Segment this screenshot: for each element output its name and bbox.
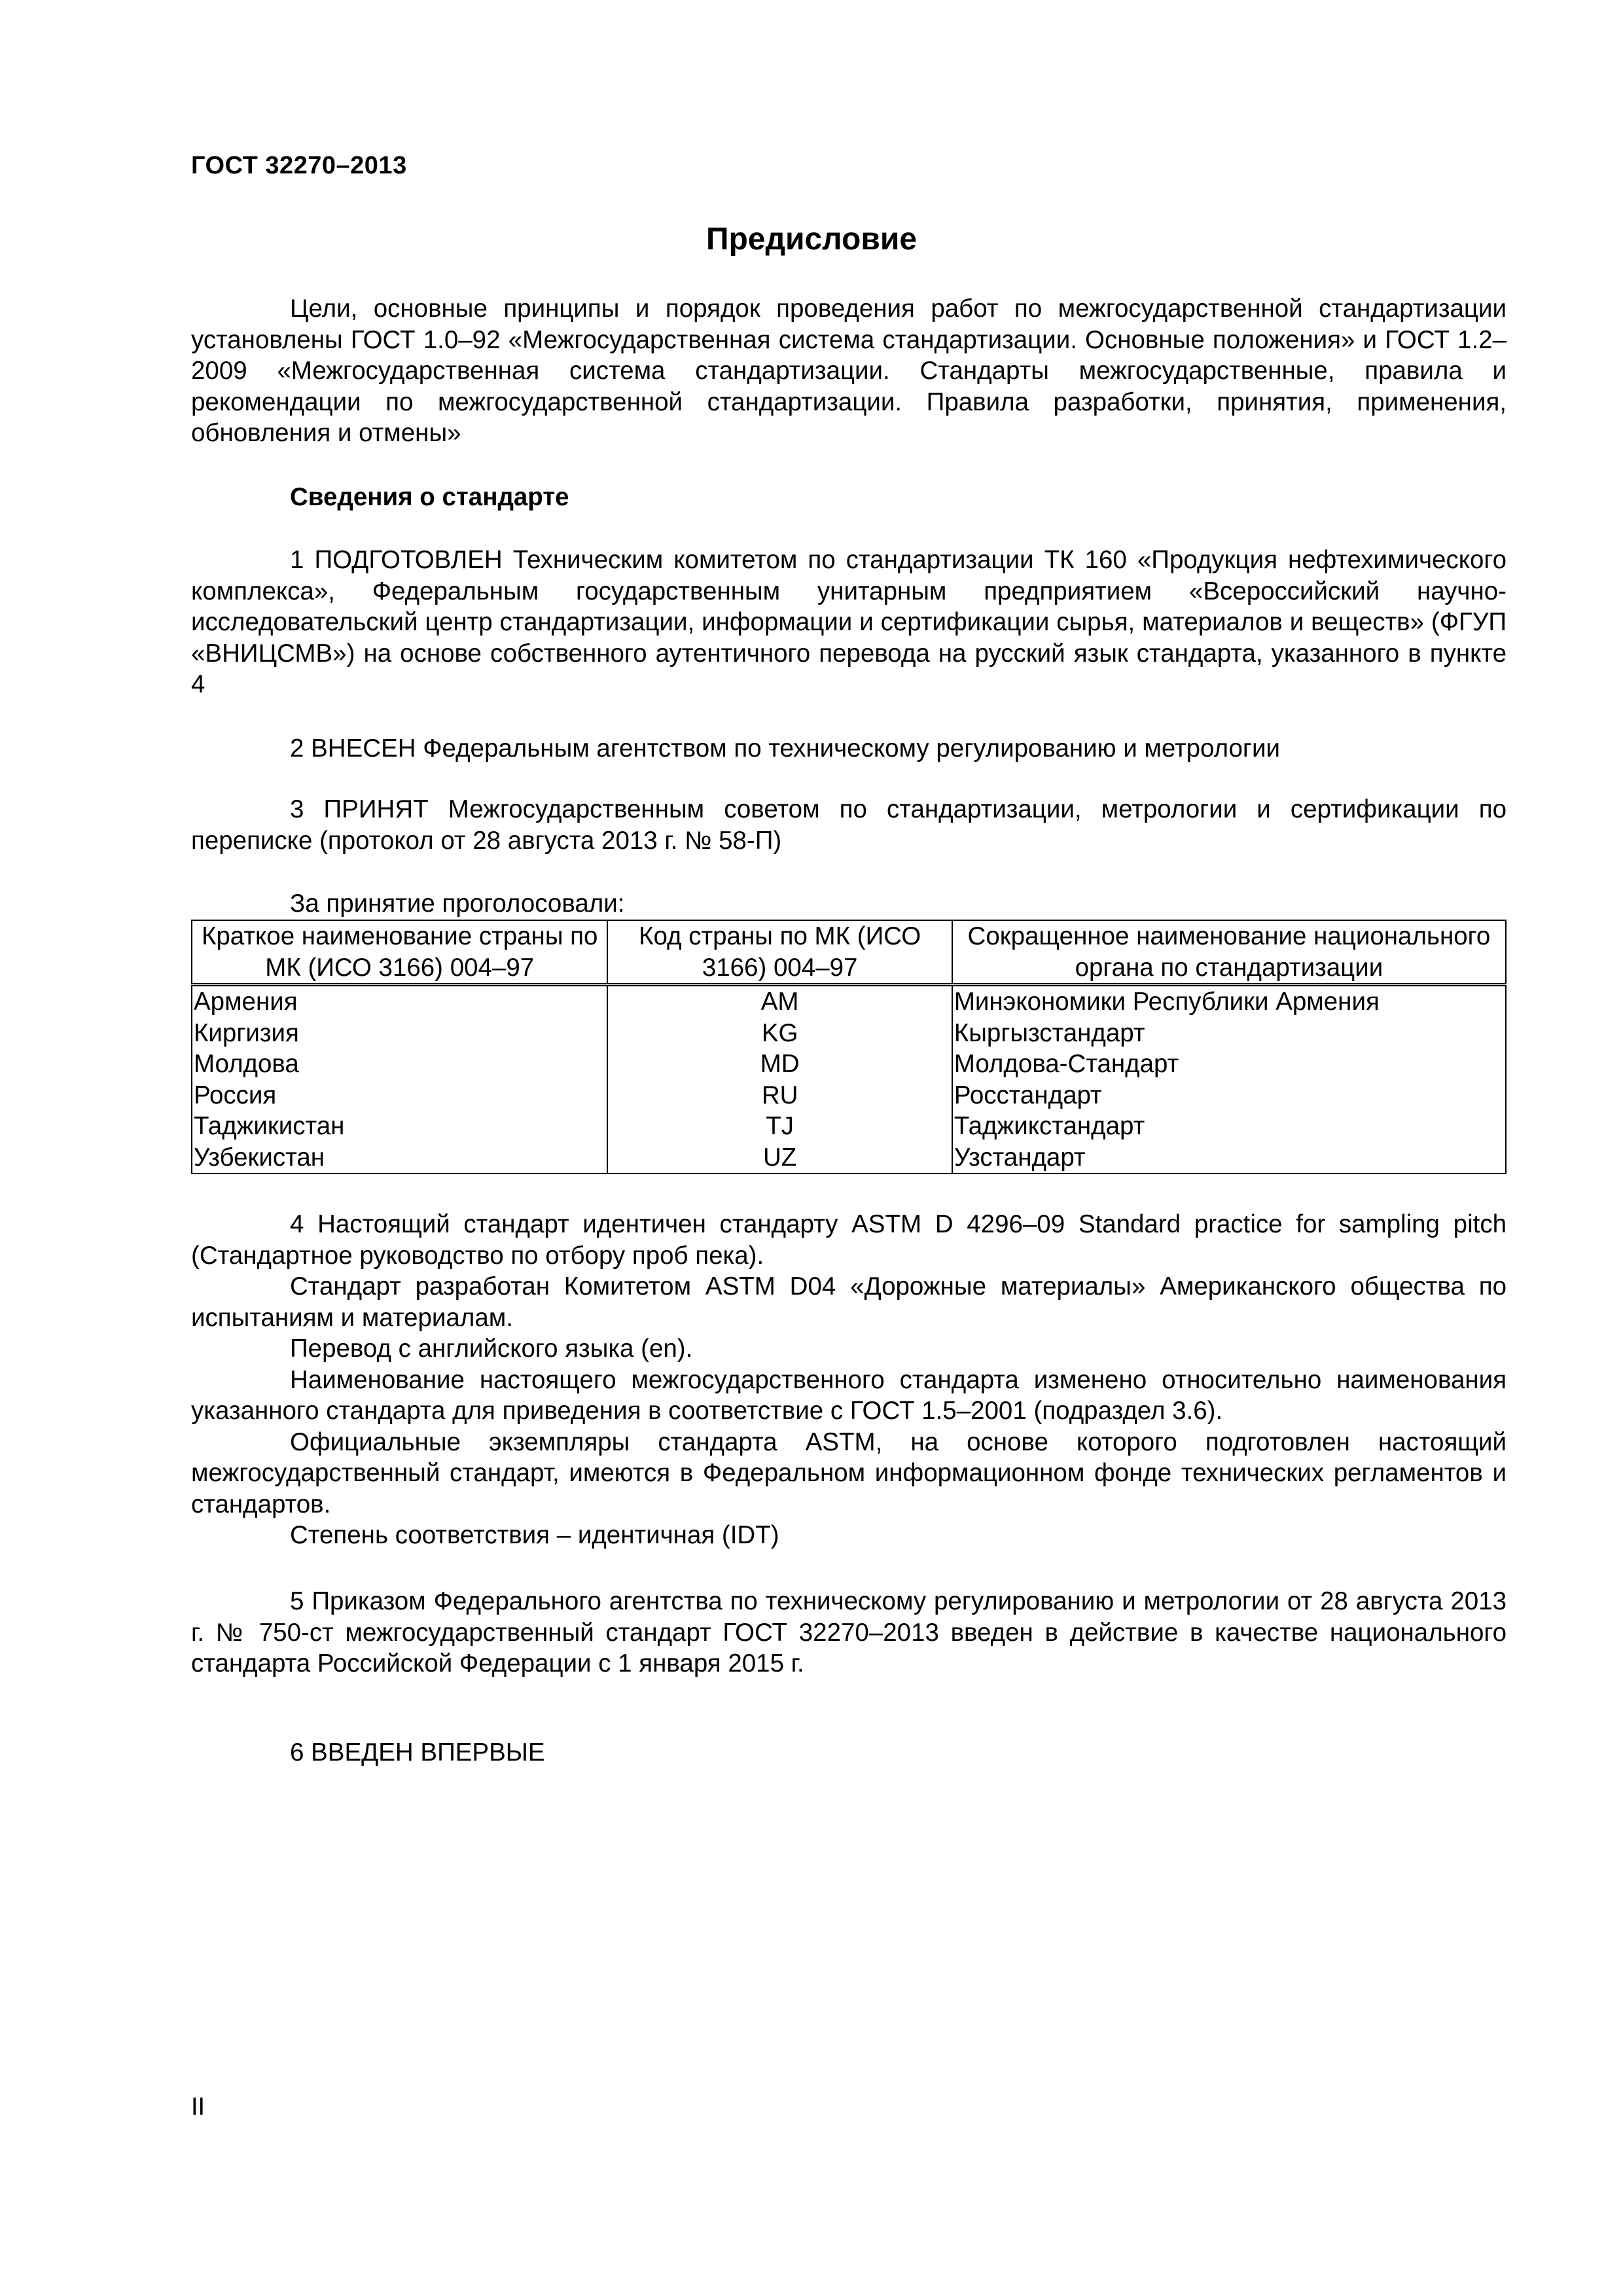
item-5-text: 5 Приказом Федерального агентства по техническому регулированию и метрологии от 28 августа 2013 г. № 750-ст межгосударственный стандарт ГОСТ 32270–2013 введен в действие в качестве национального стандарта Российской Федерации с 1 января 2015 г.	[191, 1587, 1507, 1677]
cell-country: Россия	[192, 1080, 607, 1111]
cell-country: Киргизия	[192, 1018, 607, 1049]
cell-code: MD	[607, 1049, 952, 1080]
header-body: Сокращенное наименование национального органа по стандартизации	[952, 920, 1506, 985]
table-row	[192, 1080, 1506, 1111]
cell-country: Узбекистан	[192, 1142, 607, 1174]
item-4-text: Официальные экземпляры стандарта ASTM, на основе которого подготовлен настоящий межгосударственный стандарт, имеются в Федеральном информационном фонде технических регламентов и стандартов.	[191, 1427, 1507, 1518]
item-6-text: 6 ВВЕДЕН ВПЕРВЫЕ	[290, 1738, 545, 1767]
item-4-text: Степень соответствия – идентичная (IDT)	[290, 1521, 779, 1549]
table-row	[192, 1111, 1506, 1142]
cell-body: Узстандарт	[952, 1142, 1506, 1174]
item-4-text: Стандарт разработан Комитетом ASTM D04 «Дорожные материалы» Американского общества по испытаниям и материалам.	[191, 1272, 1507, 1332]
cell-body: Кыргызстандарт	[952, 1018, 1506, 1049]
item-2-text: 2 ВНЕСЕН Федеральным агентством по техническому регулированию и метрологии	[290, 734, 1280, 762]
cell-country: Таджикистан	[192, 1111, 607, 1142]
cell-code: KG	[607, 1018, 952, 1049]
info-heading: Сведения о стандарте	[290, 483, 569, 511]
vote-label: За принятие проголосовали:	[290, 889, 625, 918]
cell-body: Таджикстандарт	[952, 1111, 1506, 1142]
cell-country: Молдова	[192, 1049, 607, 1080]
item-4-text: Наименование настоящего межгосударственного стандарта изменено относительно наименования указанного стандарта для приведения в соответствие с ГОСТ 1.5–2001 (подраздел 3.6).	[191, 1365, 1507, 1425]
cell-code: RU	[607, 1080, 952, 1111]
intro-paragraph	[191, 293, 1507, 449]
item-5-paragraph	[191, 1586, 1507, 1679]
item-4-paragraphs	[191, 1209, 1507, 1551]
table-header-row	[192, 920, 1506, 985]
cell-body: Росстандарт	[952, 1080, 1506, 1111]
intro-text: Цели, основные принципы и порядок проведения работ по межгосударственной стандартизации установлены ГОСТ 1.0–92 «Межгосударственная система стандартизации. Основные положения» и ГОСТ 1.2–2009 «Межгосударственная система стандартизации. Стандарты межгосударственные, правила и рекомендации по межгосударственной стандартизации. Правила разработки, принятия, применения, обновления и отмены»	[191, 295, 1507, 447]
table-row	[192, 985, 1506, 1018]
cell-body: Молдова-Стандарт	[952, 1049, 1506, 1080]
page-number: II	[191, 2093, 205, 2121]
table-row	[192, 1142, 1506, 1174]
item-1-text: 1 ПОДГОТОВЛЕН Техническим комитетом по стандартизации ТК 160 «Продукция нефтехимического комплекса», Федеральным государственным унитарным предприятием «Всероссийский научно-исследовательский центр стандартизации, информации и сертификации сырья, материалов и веществ» (ФГУП «ВНИЦСМВ») на основе собственного аутентичного перевода на русский язык стандарта, указанного в пункте 4	[191, 546, 1507, 698]
table-row	[192, 1049, 1506, 1080]
header-country: Краткое наименование страны по МК (ИСО 3166) 004–97	[192, 920, 607, 985]
voting-table	[191, 920, 1507, 1174]
cell-code: TJ	[607, 1111, 952, 1142]
item-4-text: 4 Настоящий стандарт идентичен стандарту ASTM D 4296–09 Standard practice for sampling pitch (Стандартное руководство по отбору проб пека).	[191, 1210, 1507, 1270]
header-code: Код страны по МК (ИСО 3166) 004–97	[607, 920, 952, 985]
item-3-text: 3 ПРИНЯТ Межгосударственным советом по стандартизации, метрологии и сертификации по переписке (протокол от 28 августа 2013 г. № 58-П)	[191, 795, 1507, 855]
cell-code: AM	[607, 985, 952, 1018]
cell-country: Армения	[192, 985, 607, 1018]
item-1-paragraph	[191, 545, 1507, 700]
cell-body: Минэкономики Республики Армения	[952, 985, 1506, 1018]
item-4-text: Перевод с английского языка (en).	[290, 1335, 693, 1363]
cell-code: UZ	[607, 1142, 952, 1174]
document-code: ГОСТ 32270–2013	[191, 152, 407, 179]
table-row	[192, 1018, 1506, 1049]
item-3-paragraph	[191, 794, 1507, 856]
page-title: Предисловие	[705, 222, 918, 257]
